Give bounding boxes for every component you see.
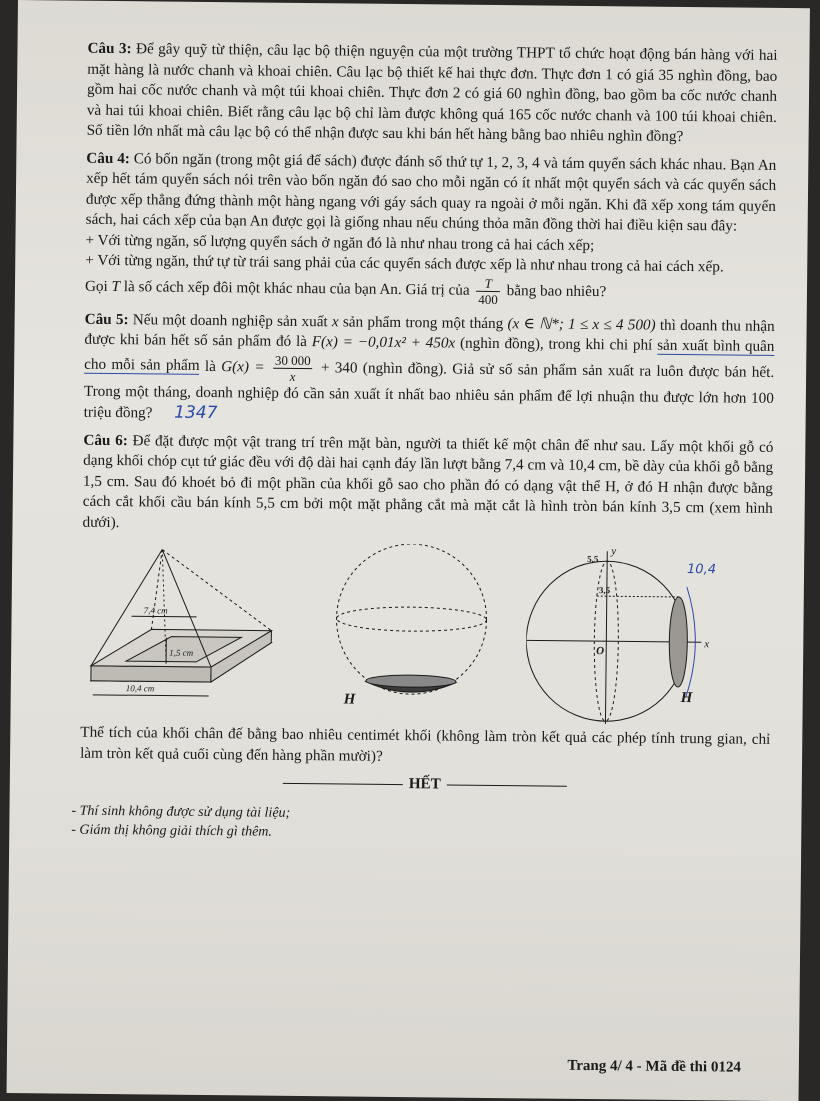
cost-formula-right: + 340 [321,359,358,376]
fraction-numerator: T [476,275,500,291]
condition-1: + Với từng ngăn, số lượng quyển sách ở ngăn đó là như nhau trong cả hai cách xếp; [85,231,594,253]
end-marker [80,771,770,799]
page-content [79,39,777,847]
question-text: Nếu một doanh nghiệp sản xuất [133,311,328,330]
cost-formula-left: G(x) = [221,358,265,375]
object-H-label: H [343,691,357,707]
question-label: Câu 4: [86,149,130,166]
question-text: thì doanh thu nhận được khi bán hết số sản phẩm đó là [84,316,774,350]
question-text: sản phẩm trong một tháng [343,313,504,332]
note-item: - Thí sinh không được sử dụng tài liệu; [71,801,769,827]
question-tail: là số cách xếp đôi một khác nhau của bạn An. Giá trị của [124,278,470,299]
question-label: Câu 5: [85,310,129,327]
fraction-denominator: 400 [476,291,500,306]
question-4 [85,148,777,309]
fraction-30000-over-x [273,352,313,383]
y-mid-label: 3,5 [599,585,611,595]
question-3 [87,39,778,149]
exam-page [7,0,810,1101]
divider [447,785,567,787]
handwritten-underline-text: sản xuất bình quân cho mỗi sản phẩm [84,337,774,376]
condition-2: + Với từng ngăn, thứ tự từ trái sang phải của các quyển sách được xếp là như nhau trong cả hai cách xếp. [85,252,724,276]
question-text: là [205,357,216,374]
fraction-T-over-400 [476,275,500,306]
question-tail: Gọi [85,277,108,294]
fraction-numerator: 30 000 [273,352,313,368]
figures [80,541,772,726]
question-label: Câu 6: [83,431,128,448]
handwritten-answer: 1347 [174,403,217,423]
exam-notes [71,801,769,846]
y-top-label: 5,5 [587,554,599,564]
question-text: Để gây quỹ từ thiện, câu lạc bộ thiện nguyện của một trường THPT tổ chức hoạt động bán hàng với hai mặt hàng là nước chanh và khoai chiên. Câu lạc bộ thiết kế hai thực đơn. Thực đơn 1 có giá 35 nghìn đồng, bao gồm hai cốc nước chanh và một túi khoai chiên. Thực đơn 2 có giá 60 nghìn đồng, bao gồm ba cốc nước chanh và hai túi khoai chiên. Biết rằng câu lạc bộ chỉ làm được không quá 165 cốc nước chanh và 100 túi khoai chiên. Số tiền lớn nhất mà câu lạc bộ có thể nhận được sau khi bán hết hàng bằng bao nhiêu nghìn đồng? [87,40,778,145]
question-6 [82,430,773,540]
question-5 [84,309,775,430]
variable-x: x [332,313,339,330]
page-footer: Trang 4/ 4 - Mã đề thi 0124 [567,1058,741,1077]
revenue-formula: F(x) = −0,01x² + 450x [312,333,456,352]
final-question: Thể tích của khối chân đế bằng bao nhiêu centimét khối (không làm tròn kết quả các phép tính trung gian, chỉ làm tròn kết quả cuối cùng đến hàng phần mười)? [80,723,770,771]
end-label: HẾT [409,775,441,792]
fraction-denominator: x [273,368,313,383]
coordinate-sphere-figure [525,545,777,726]
variable-T: T [111,277,120,294]
question-tail: bằng bao nhiêu? [507,282,607,300]
top-edge-label: 7,4 cm [144,605,169,615]
question-text: Có bốn ngăn (trong một giá để sách) được đánh số thứ tự 1, 2, 3, 4 và tám quyển sách khác nhau. Bạn An xếp hết tám quyển sách nói trên vào bốn ngăn đó sao cho mỗi ngăn có ít nhất một quyển sách và các quyển sách được xếp thẳng đứng thành một hàng ngang với gáy sách quay ra ngoài ở mỗi ngăn. Khi đã xếp xong tám quyển sách, hai cách xếp của bạn An được gọi là giống nhau nếu chúng thỏa mãn đồng thời hai điều kiện sau đây: [86,150,777,235]
divider [283,783,403,785]
question-text: (nghìn đồng), trong khi chi phí [460,335,652,354]
bottom-edge-label: 10,4 cm [126,683,155,693]
question-text: (nghìn đồng). Giả sử số sản phẩm sản xuất ra luôn được bán hết. Trong một tháng, doanh nghiệp đó cần sản xuất ít nhất bao nhiêu sản phẩm để lợi nhuận thu được lớn hơn 100 triệu đồng? [84,359,775,421]
origin-label: O [596,645,604,657]
question-label: Câu 3: [87,40,131,57]
x-axis-label: x [703,638,709,650]
sphere-cap-figure [325,543,507,723]
question-text: Để đặt được một vật trang trí trên mặt bàn, người ta thiết kế một chân đế như sau. Lấy một khối gỗ có dạng khối chóp cụt tứ giác đều với độ dài hai cạnh đáy lần lượt bằng 7,4 cm và 10,4 cm, bề dày của khối gỗ bằng 1,5 cm. Sau đó khoét bỏ đi một phần của khối gỗ sao cho phần đó có dạng vật thể H, ở đó H nhận được bằng cách cắt khối cầu bán kính 5,5 cm bởi một mặt phẳng cắt mà mặt cắt là hình tròn bán kính 3,5 cm (xem hình dưới). [82,432,773,531]
condition-formula: (x ∈ ℕ*; 1 ≤ x ≤ 4 500) [507,315,655,334]
handwritten-note: 10,4 [687,562,716,577]
frustum-figure [70,541,282,721]
note-item: - Giám thị không giải thích gì thêm. [71,820,769,846]
thickness-label: 1,5 cm [169,648,194,658]
y-axis-label: y [610,545,616,557]
object-H-label: H [680,690,694,706]
